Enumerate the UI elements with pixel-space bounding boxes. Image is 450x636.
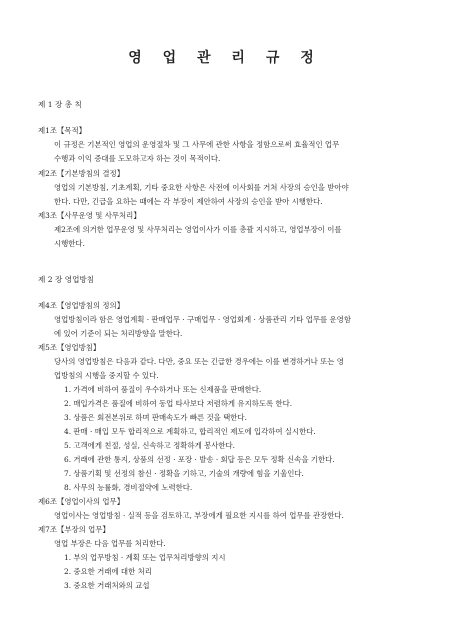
- list-item: 1. 부의 업무방침 · 계획 또는 업무처리방향의 지시: [64, 553, 226, 562]
- article-6-heading: 제6조【영업이사의 업무】: [38, 497, 125, 506]
- article-3-heading: 제3조【사무운영 및 사무처리】: [38, 211, 141, 220]
- article-4-heading: 제4조【영업방침의 정의】: [38, 301, 125, 310]
- list-item: 2. 매입가격은 품질에 비하여 동업 타사보다 저렴하게 유지하도록 한다.: [64, 399, 293, 408]
- article-1-text-line: 이 규정은 기본적인 영업의 운영절차 및 그 사무에 관한 사항을 정함으로써 효율적인 업무: [54, 140, 340, 149]
- list-item: 6. 거래에 관한 통지, 상품의 선정 · 포장 · 발송 · 회답 등은 모두 정확 신속을 기한다.: [64, 455, 335, 464]
- article-1-heading: 제1조【목적】: [38, 126, 87, 135]
- article-5-text-line: 업방침의 시행을 중지할 수 있다.: [54, 371, 159, 380]
- list-item: 4. 판매 · 매입 모두 합리적으로 계획하고, 합리적인 제도에 입각하여 실시한다.: [64, 427, 316, 436]
- article-4-text-line: 영업방침이라 함은 영업계획 · 판매업무 · 구매업무 · 영업회계 · 상품관리 기타 업무를 운영함: [54, 315, 351, 324]
- article-2-text-line: 한다. 다만, 긴급을 요하는 때에는 각 부장이 제안하여 사장의 승인을 받아 시행한다.: [54, 197, 323, 206]
- article-7-text-line: 영업 부장은 다음 업무를 처리한다.: [54, 539, 166, 548]
- article-5-heading: 제5조【영업방침】: [38, 343, 101, 352]
- chapter-2-heading: 제 2 장 영업방침: [38, 275, 95, 284]
- article-5-text-line: 당사의 영업방침은 다음과 같다. 다만, 중요 또는 긴급한 경우에는 이를 변경하거나 또는 영: [54, 357, 344, 366]
- list-item: 2. 중요한 거래에 대한 처리: [64, 567, 152, 576]
- list-item: 8. 사무의 능률화, 경비절약에 노력한다.: [64, 483, 193, 492]
- article-4-text-line: 에 있어 기준이 되는 처리방향을 말한다.: [54, 329, 183, 338]
- list-item: 5. 고객에게 친절, 성실, 신속하고 정확하게 봉사한다.: [64, 441, 235, 450]
- article-7-heading: 제7조【부장의 업무】: [38, 525, 110, 534]
- article-3-text-line: 시행한다.: [54, 239, 85, 248]
- article-2-text-line: 영업의 기본방침, 기초계획, 기타 중요한 사항은 사전에 이사회를 거쳐 사장의 승인을 받아야: [54, 183, 349, 192]
- document-title: 영 업 관 리 규 정: [128, 50, 322, 66]
- article-2-heading: 제2조【기본방침의 결정】: [38, 169, 125, 178]
- list-item: 3. 중요한 거래처와의 교섭: [64, 581, 150, 590]
- list-item: 1. 가격에 비하여 품질이 우수하거나 또는 신제품을 판매한다.: [64, 385, 262, 394]
- list-item: 7. 상품기획 및 선정의 참신 · 정확을 기하고, 기술의 개량에 힘을 기울인다.: [64, 469, 304, 478]
- article-3-text-line: 제2조에 의거한 업무운영 및 사무처리는 영업이사가 이를 총괄 지시하고, 영업부장이 이를: [54, 225, 342, 234]
- list-item: 3. 상품은 회전본위로 하며 판매속도가 빠른 것을 택한다.: [64, 413, 247, 422]
- article-6-text-line: 영업이사는 영업방침 · 실적 등을 검토하고, 부장에게 필요한 지시를 하여 업무를 관장한다.: [54, 511, 344, 520]
- chapter-1-heading: 제 1 장 총 칙: [38, 100, 82, 109]
- article-1-text-line: 수행과 이익 증대를 도모하고자 하는 것이 목적이다.: [54, 154, 221, 163]
